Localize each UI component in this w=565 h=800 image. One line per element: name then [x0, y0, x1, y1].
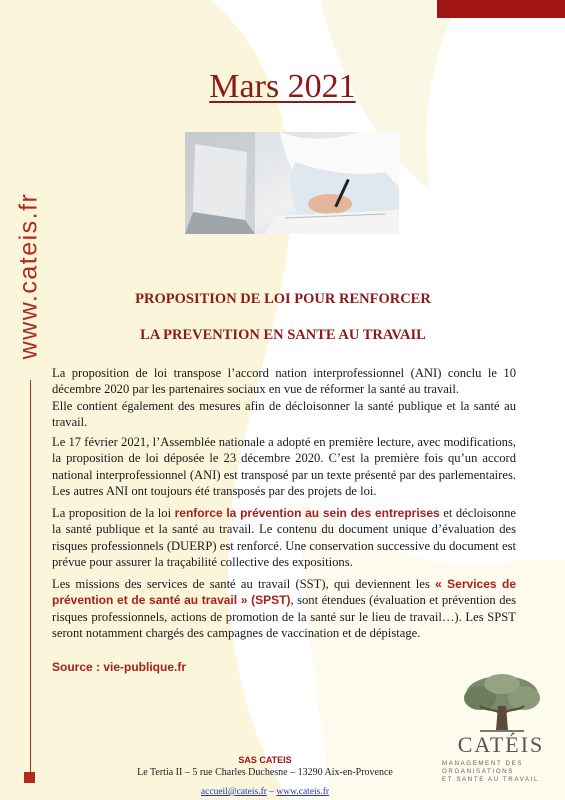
logo-name: CATÉIS [457, 732, 545, 757]
paragraph-1-text-2: Elle contient également des mesures afin de décloisonner la santé publique et la santé au travail. [52, 398, 516, 430]
paragraph-3-after: et décloisonne la santé publique et la santé au travail. Le contenu du document unique d’évaluation des risques professionnels (DUERP) est renforcé. Une conservation successive du document est prévue pour assurer la traçabilité collective des expositions. [52, 506, 517, 570]
paragraph-1 [52, 365, 516, 431]
month-title: Mars 2021 [209, 68, 356, 105]
paragraph-3-before: La proposition de la loi [52, 506, 175, 520]
side-square-marker [24, 772, 35, 783]
footer-links [120, 787, 410, 797]
logo-tagline-2: ORGANISATIONS [442, 768, 514, 775]
logo-tagline-1: MANAGEMENT DES [442, 760, 524, 767]
paragraph-4-before: Les missions des services de santé au travail (SST), qui deviennent les [52, 577, 436, 591]
header-photo [185, 132, 399, 234]
paragraph-4-highlight: « Services de prévention et de santé au travail » (SPST) [52, 577, 516, 608]
corner-tab [437, 0, 565, 18]
paragraph-2 [52, 434, 516, 500]
article-title-line-1: PROPOSITION DE LOI POUR RENFORCER [135, 291, 431, 307]
paragraph-3-highlight: renforce la prévention au sein des entreprises [174, 506, 440, 520]
cateis-logo [440, 672, 562, 792]
paragraph-3 [52, 505, 516, 571]
footer-website-link[interactable]: www.cateis.fr [276, 787, 330, 797]
footer-separator: – [266, 787, 277, 797]
paragraph-2-text: Le 17 février 2021, l’Assemblée nationale a adopté en première lecture, avec modifications, la proposition de loi déposée le 23 décembre 2020. C’est la première fois qu’un accord national interprofessionnel (ANI) est transposé par un texte présenté par des parlementaires. Les autres ANI ont toujours été transposés par des projets de loi. [52, 435, 516, 499]
footer-address: Le Tertia II – 5 rue Charles Duchesne – 13290 Aix-en-Provence [137, 767, 393, 778]
paragraph-4-after: , sont étendues (évaluation et prévention des risques professionnels, actions de promotion de la santé sur le lieu de travail…). Les SPST seront notamment chargés des campagnes de vaccination et de dépistage. [52, 593, 516, 641]
side-url: www.cateis.fr [14, 192, 43, 360]
source-line: Source : vie-publique.fr [52, 660, 187, 674]
paragraph-1-text: La proposition de loi transpose l’accord nation interprofessionnel (ANI) conclu le 10 décembre 2020 par les partenaires sociaux en vue de réformer la santé au travail. [52, 366, 516, 397]
logo-tagline-3: ET SANTE AU TRAVAIL [442, 776, 539, 783]
tree-icon [440, 672, 562, 734]
footer-email-link[interactable]: accueil@cateis.fr [200, 787, 267, 797]
article-title-line-2: LA PREVENTION EN SANTE AU TRAVAIL [140, 327, 426, 343]
footer-company: SAS CATEIS [238, 755, 292, 765]
side-divider-line [30, 380, 31, 782]
paragraph-4 [52, 576, 516, 642]
